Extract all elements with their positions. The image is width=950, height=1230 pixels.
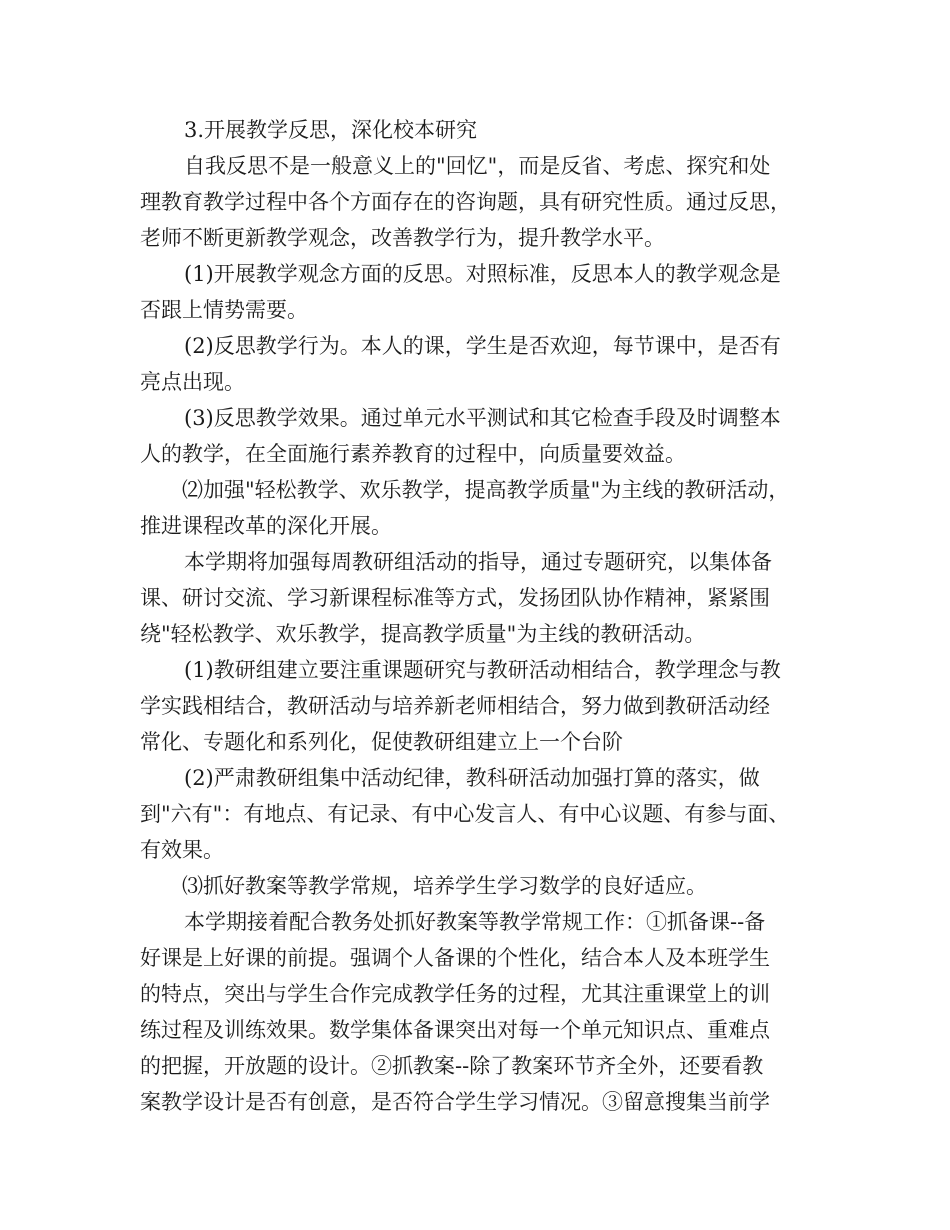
paragraph-line: 案教学设计是否有创意，是否符合学生学习情况。③留意搜集当前学 [140, 1090, 770, 1114]
list-item-line: (2)反思教学行为。本人的课，学生是否欢迎，每节课中，是否有 [184, 334, 781, 358]
list-item-line: 有效果。 [140, 838, 224, 862]
paragraph-line: 课、研讨交流、学习新课程标准等方式，发扬团队协作精神，紧紧围 [140, 586, 770, 610]
section-heading: 3.开展教学反思，深化校本研究 [184, 118, 478, 142]
paragraph-line: 老师不断更新教学观念，改善教学行为，提升教学水平。 [140, 226, 665, 250]
paragraph-line: 本学期将加强每周教研组活动的指导，通过专题研究，以集体备 [184, 550, 772, 574]
list-item-line: 亮点出现。 [140, 370, 245, 394]
paragraph-line: 练过程及训练效果。数学集体备课突出对每一个单元知识点、重难点 [140, 1018, 770, 1042]
list-item-line: (1)教研组建立要注重课题研究与教研活动相结合，教学理念与教 [184, 658, 781, 682]
paragraph-line: 自我反思不是一般意义上的"回忆"，而是反省、考虑、探究和处 [184, 154, 771, 178]
paragraph-line: 的特点，突出与学生合作完成教学任务的过程，尤其注重课堂上的训 [140, 982, 770, 1006]
list-item-line: 否跟上情势需要。 [140, 298, 308, 322]
paragraph-line: 本学期接着配合教务处抓好教案等教学常规工作：①抓备课--备 [184, 910, 766, 934]
list-item-line: (2)严肃教研组集中活动纪律，教科研活动加强打算的落实，做 [184, 766, 760, 790]
document-body [140, 112, 830, 1120]
list-item-line: 人的教学，在全面施行素养教育的过程中，向质量要效益。 [140, 442, 686, 466]
list-item-line: (3)反思教学效果。通过单元水平测试和其它检查手段及时调整本 [184, 406, 781, 430]
paragraph-line: 绕"轻松教学、欢乐教学，提高教学质量"为主线的教研活动。 [140, 622, 706, 646]
section-heading: ⑶抓好教案等教学常规，培养学生学习数学的良好适应。 [182, 874, 707, 898]
list-item-line: (1)开展教学观念方面的反思。对照标准，反思本人的教学观念是 [184, 262, 781, 286]
paragraph-line: 理教育教学过程中各个方面存在的咨询题，具有研究性质。通过反思， [140, 190, 791, 214]
paragraph-line: 的把握，开放题的设计。②抓教案--除了教案环节齐全外，还要看教 [140, 1054, 764, 1078]
list-item-line: 学实践相结合，教研活动与培养新老师相结合，努力做到教研活动经 [140, 694, 770, 718]
section-heading: ⑵加强"轻松教学、欢乐教学，提高教学质量"为主线的教研活动， [182, 478, 790, 502]
list-item-line: 到"六有"：有地点、有记录、有中心发言人、有中心议题、有参与面、 [140, 802, 790, 826]
paragraph-line: 好课是上好课的前提。强调个人备课的个性化，结合本人及本班学生 [140, 946, 770, 970]
list-item-line: 常化、专题化和系列化，促使教研组建立上一个台阶 [140, 730, 623, 754]
section-heading: 推进课程改革的深化开展。 [140, 514, 392, 538]
